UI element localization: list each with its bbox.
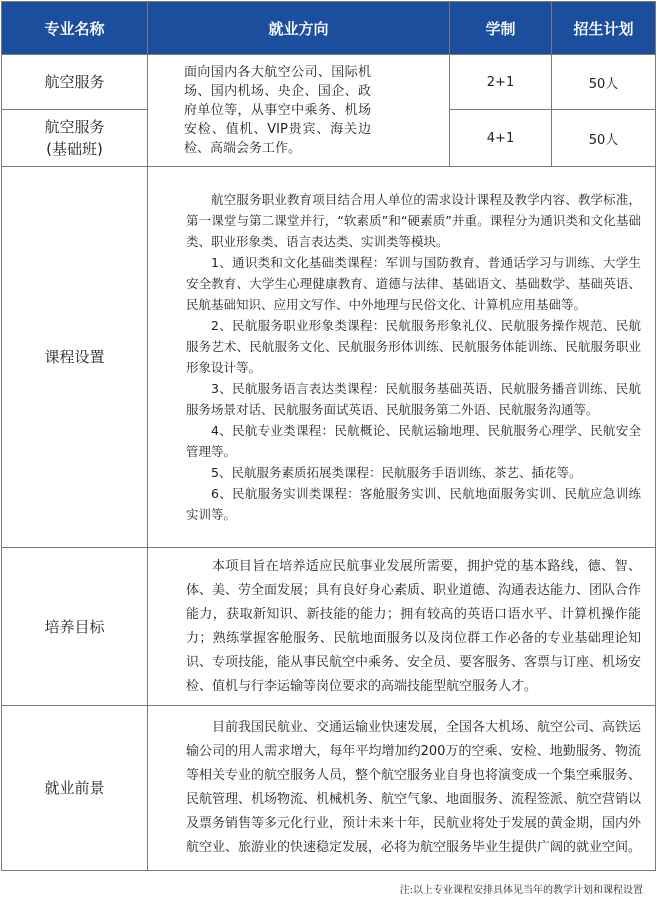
major-name-basic xyxy=(2,110,148,167)
header-enrollment-plan: 招生计划 xyxy=(552,2,656,55)
goals-content xyxy=(148,548,656,706)
curriculum-paragraph: 1、通识类和文化基础类课程：军训与国防教育、普通话学习与训练、大学生安全教育、大学生心理健康教育、道德与法律、基础语文、基础数学、基础英语、民航基础知识、应用文写作、中外地理与民俗文化、计算机应用基础等。 xyxy=(186,255,641,312)
table-row-prospects xyxy=(2,706,656,871)
table-header-row xyxy=(2,2,656,55)
major-duration: 4+1 xyxy=(450,110,552,167)
prospects-label: 就业前景 xyxy=(2,706,148,871)
goals-text: 本项目旨在培养适应民航事业发展所需要，拥护党的基本路线，德、智、体、美、劳全面发展；具有良好身心素质、职业道德、沟通表达能力、团队合作能力，获取新知识、新技能的能力；拥有较高的英语口语水平、计算机操作能力；熟练掌握客舱服务、民航地面服务以及岗位群工作必备的专业基础理论知识、专项技能，能从事民航空中乘务、安全员、要客服务、客票与订座、机场安检、值机与行李运输等岗位要求的高端技能型航空服务人才。 xyxy=(186,558,642,694)
curriculum-paragraph: 6、民航服务实训类课程：客舱服务实训、民航地面服务实训、民航应急训练实训等。 xyxy=(186,486,641,522)
curriculum-paragraph: 4、民航专业类课程：民航概论、民航运输地理、民航服务心理学、民航安全管理等。 xyxy=(186,423,641,459)
footnote: 注:以上专业课程安排具体见当年的教学计划和课程设置 xyxy=(399,885,643,896)
curriculum-paragraph: 2、民航服务职业形象类课程：民航服务形象礼仪、民航服务操作规范、民航服务艺术、民航服务文化、民航服务形体训练、民航服务体能训练、民航服务职业形象设计等。 xyxy=(186,318,641,375)
curriculum-paragraph: 3、民航服务语言表达类课程：民航服务基础英语、民航服务播音训练、民航服务场景对话、民航服务面试英语、民航服务第二外语、民航服务沟通等。 xyxy=(186,381,641,417)
header-duration: 学制 xyxy=(450,2,552,55)
curriculum-label: 课程设置 xyxy=(2,167,148,548)
table-row-curriculum xyxy=(2,167,656,548)
major-name-line2: (基础班) xyxy=(46,140,103,158)
major-enrollment-plan: 50人 xyxy=(552,55,656,110)
table-row-major-1 xyxy=(2,55,656,110)
prospects-text: 目前我国民航业、交通运输业快速发展，全国各大机场、航空公司、高铁运输公司的用人需求增大，每年平均增加约200万的空乘、安检、地勤服务、物流等相关专业的航空服务人员，整个航空服务业自身也将演变成一个集空乘服务、民航管理、机场物流、机械机务、航空气象、地面服务、流程签派、航空营销以及票务销售等多元化行业，预计未来十年，民航业将处于发展的黄金期，国内外航空业、旅游业的快速稳定发展，必将为航空服务毕业生提供广阔的就业空间。 xyxy=(186,720,642,855)
curriculum-content xyxy=(148,167,656,548)
table-row-goals xyxy=(2,548,656,706)
header-employment-direction: 就业方向 xyxy=(148,2,450,55)
curriculum-paragraph: 航空服务职业教育项目结合用人单位的需求设计课程及教学内容、教学标准，第一课堂与第二课堂并行，“软素质”和“硬素质”并重。课程分为通识类和文化基础类、职业形象类、语言表达类、实训类等模块。 xyxy=(186,192,641,249)
prospects-content xyxy=(148,706,656,871)
employment-direction-text: 面向国内各大航空公司、国际机场、国内机场、央企、国企、政府单位等，从事空中乘务、机场安检、值机、VIP贵宾、海关边检、高端会务工作。 xyxy=(148,55,450,167)
major-name-line1: 航空服务 xyxy=(44,118,105,136)
program-table xyxy=(1,1,656,871)
major-enrollment-plan: 50人 xyxy=(552,110,656,167)
header-major-name: 专业名称 xyxy=(2,2,148,55)
curriculum-paragraph: 5、民航服务素质拓展类课程：民航服务手语训练、茶艺、插花等。 xyxy=(211,465,582,480)
major-name: 航空服务 xyxy=(2,55,148,110)
major-duration: 2+1 xyxy=(450,55,552,110)
goals-label: 培养目标 xyxy=(2,548,148,706)
